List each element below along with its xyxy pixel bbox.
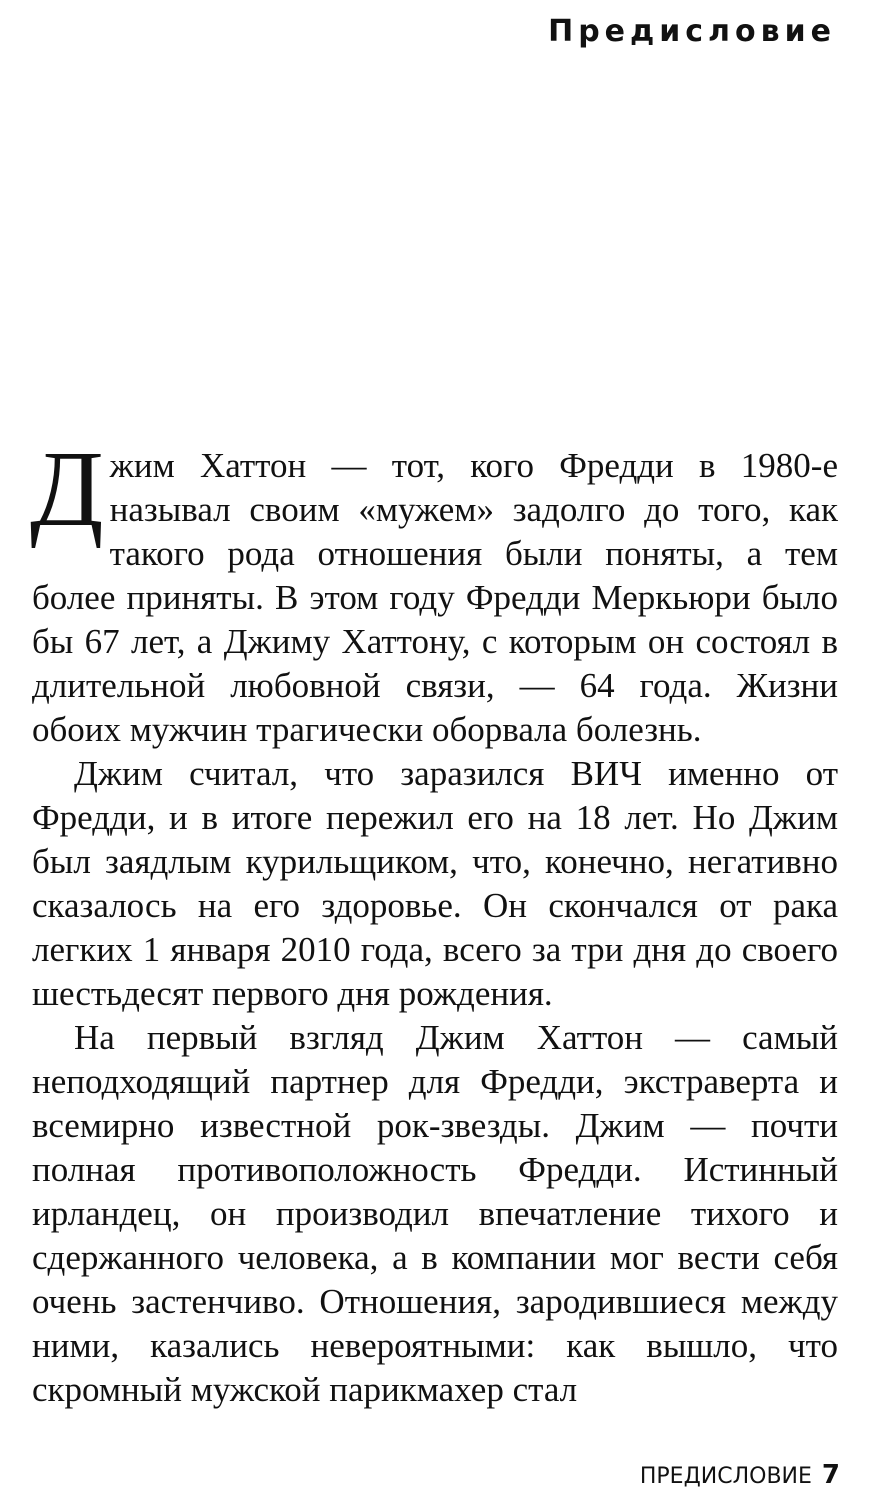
body-text (30, 430, 838, 1412)
footer-section-label: ПРЕДИСЛОВИЕ (639, 1464, 812, 1489)
page-footer (640, 1460, 840, 1490)
paragraph-3: На первый взгляд Джим Хаттон — самый неподходящий партнер для Фредди, экстраверта и всемирно известной рок-звезды. Джим — почти полная противоположность Фредди. Истинный ирландец, он производил впечатление тихого и сдержанного человека, а в компании мог вести себя очень застенчиво. Отношения, зародившиеся между ними, казались невероятными: как вышло, что скромный мужской парикмахер стал (32, 1018, 838, 1409)
paragraph-2: Джим считал, что заразился ВИЧ именно от Фредди, и в итоге пережил его на 18 лет. Но Джим был заядлым курильщиком, что, конечно, негативно сказалось на его здоровье. Он скончался от рака легких 1 января 2010 года, всего за три дня до своего шестьдесят первого дня рождения. (32, 754, 838, 1013)
drop-cap: Д (30, 430, 104, 549)
running-header: Предисловие (548, 14, 836, 49)
page-number: 7 (821, 1460, 840, 1490)
paragraph-1 (30, 430, 838, 752)
paragraph-1-text: жим Хаттон — тот, кого Фредди в 1980-е называл своим «мужем» задолго до того, как такого рода отношения были поняты, а тем более приняты. В этом году Фредди Меркьюри было бы 67 лет, а Джиму Хаттону, с которым он состоял в длительной любовной связи, — 64 года. Жизни обоих мужчин трагически оборвала болезнь. (32, 446, 838, 749)
